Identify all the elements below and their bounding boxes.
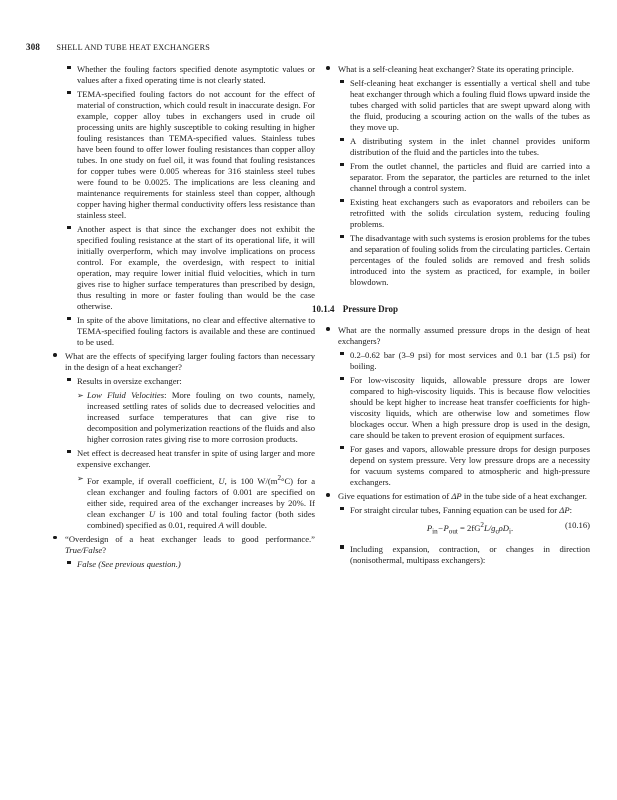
square-bullet-icon	[340, 375, 344, 386]
bullet-oversize: Results in oversize exchanger:	[53, 376, 315, 387]
square-bullet-icon	[67, 448, 71, 459]
round-bullet-icon	[326, 64, 330, 74]
square-bullet-icon	[67, 64, 71, 75]
bullet-net-effect: Net effect is decreased heat transfer in spite of using larger and more expensive exchanger.	[53, 448, 315, 470]
square-bullet-icon	[340, 136, 344, 147]
square-bullet-icon	[340, 350, 344, 361]
bullet-outlet: From the outlet channel, the particles and fluid are carried into a separator. From the separator, the particles are returned to the inlet channel through a control system.	[326, 161, 590, 194]
equation-10-16	[350, 520, 590, 538]
section-title: Pressure Drop	[342, 304, 398, 314]
question-normal-dp: What are the normally assumed pressure drops in the design of heat exchangers?	[326, 325, 590, 347]
bullet-including: Including expansion, contraction, or changes in direction (nonisothermal, multipass exchangers):	[326, 544, 590, 566]
equation-body: $P_{in}-P_{out} = 2fG^2L/g_c\rho D_i$.	[426, 521, 514, 536]
bullet-no-alternative: In spite of the above limitations, no clear and effective alternative to TEMA-specified fouling factors is available and these are continued to be used.	[53, 315, 315, 348]
bullet-range: 0.2–0.62 bar (3–9 psi) for most services and 0.1 bar (1.5 psi) for boiling.	[326, 350, 590, 372]
question-equations: Give equations for estimation of ΔP in the tube side of a heat exchanger.	[326, 491, 590, 502]
running-header	[26, 42, 596, 52]
round-bullet-icon	[53, 351, 57, 361]
bullet-false-answer: False (See previous question.)	[53, 559, 315, 570]
question-larger-fouling: What are the effects of specifying larger fouling factors than necessary in the design of a heat exchanger?	[53, 351, 315, 373]
arrow-bullet-icon: ➢	[77, 391, 84, 400]
square-bullet-icon	[67, 224, 71, 235]
square-bullet-icon	[340, 233, 344, 244]
bullet-fouling-asymptotic: Whether the fouling factors specified denote asymptotic values or values after a fixed operating time is not clearly stated.	[53, 64, 315, 86]
square-bullet-icon	[340, 161, 344, 172]
bullet-retrofit: Existing heat exchangers such as evaporators and reboilers can be retrofitted with the solids circulation system, reducing fouling problems.	[326, 197, 590, 230]
square-bullet-icon	[67, 559, 71, 570]
bullet-gases: For gases and vapors, allowable pressure drops for design purposes depend on system pressure. Very low pressure drops are a necessity for vacuum systems compared to atmospheric and high-pressure exchangers.	[326, 444, 590, 488]
round-bullet-icon	[53, 534, 57, 544]
left-column	[53, 64, 315, 573]
arrow-bullet-icon: ➢	[77, 474, 84, 483]
running-title: SHELL AND TUBE HEAT EXCHANGERS	[56, 43, 211, 52]
square-bullet-icon	[340, 444, 344, 455]
round-bullet-icon	[326, 491, 330, 501]
section-number: 10.1.4	[312, 304, 335, 314]
square-bullet-icon	[67, 315, 71, 326]
sub-bullet-low-velocities: ➢ Low Fluid Velocities: More fouling on two counts, namely, increased settling rates of solids due to decreased velocities and increased surface temperatures that can give rise to decomposition and polymerization reactions of the fluids and also higher corrosion rates giving rise to more corrosion products.	[77, 390, 316, 444]
bullet-low-viscosity: For low-viscosity liquids, allowable pressure drops are lower compared to high-viscosity liquids. This is because flow velocities should be kept higher to increase heat transfer coefficients for high-viscosity liquids, which are otherwise low and sometimes flow blockages occur. When a high pressure drop is used in the design, care should be taken to prevent erosion of equipment surfaces.	[326, 375, 590, 441]
question-self-cleaning: What is a self-cleaning heat exchanger? State its operating principle.	[326, 64, 590, 75]
round-bullet-icon	[326, 325, 330, 335]
bullet-overdesign: Another aspect is that since the exchanger does not exhibit the specified fouling resistance at the start of its operational life, it will initially overperform, which may involve implications on process control. For example, the overdesign, with respect to initial operation, may require lower initial fluid velocities, which in turn gives rise to higher surface temperatures than prescribed by design, thus resulting in more or faster fouling than would be the case otherwise.	[53, 224, 315, 312]
square-bullet-icon	[67, 376, 71, 387]
square-bullet-icon	[340, 197, 344, 208]
bullet-disadvantage: The disadvantage with such systems is erosion problems for the tubes and separation of fouling solids from the circulating particles. Certain percentages of the fouled solids are removed and fresh solids introduced into the system as practiced, for example, in boiler blowdown.	[326, 233, 590, 288]
square-bullet-icon	[67, 89, 71, 100]
bullet-tema-material: TEMA-specified fouling factors do not account for the effect of material of construction, which could result in inaccurate design. For example, copper alloy tubes in exchangers used in crude oil processing units are highly susceptible to coking resulting in higher fouling resistances than TEMA-specified values. Stainless tubes have been found to offer lower fouling resistances than copper alloy tubes. In one study on fuel oil, it was found that fouling resistances for copper tubes were 0.005 whereas for 316 stainless steel tubes were found to be 0.0025. The implications are less cleaning and maintenance requirements for stainless steel than copper, although copper having higher thermal conductivity offers less resistance than stainless steel.	[53, 89, 315, 221]
equation-number: (10.16)	[564, 520, 590, 530]
question-overdesign: “Overdesign of a heat exchanger leads to good performance.” True/False?	[53, 534, 315, 556]
section-heading	[312, 304, 590, 315]
bullet-distributing: A distributing system in the inlet channel provides uniform distribution of the fluid and the particles into the tubes.	[326, 136, 590, 158]
bullet-vertical: Self-cleaning heat exchanger is essentially a vertical shell and tube heat exchanger through which a fouling fluid flows upward inside the tubes charged with solid particles that are swept upward along with the fluid, producing a scouring action on the walls of the tubes as they move up.	[326, 78, 590, 133]
bullet-straight-tubes: For straight circular tubes, Fanning equation can be used for ΔP:	[326, 505, 590, 516]
right-column	[312, 64, 590, 569]
square-bullet-icon	[340, 78, 344, 89]
sub-bullet-example: ➢ For example, if overall coefficient, U, is 100 $W/(m^2^\circ C)$ for a clean exchanger and fouling factors of 0.001 are specified on either side, required area of the exchanger increases by 20%. If clean exchanger U is 100 and total fouling factor (both sides combined) specified as 0.01, required A will double.	[77, 474, 316, 530]
square-bullet-icon	[340, 544, 344, 555]
square-bullet-icon	[340, 505, 344, 516]
page-number: 308	[26, 42, 41, 52]
